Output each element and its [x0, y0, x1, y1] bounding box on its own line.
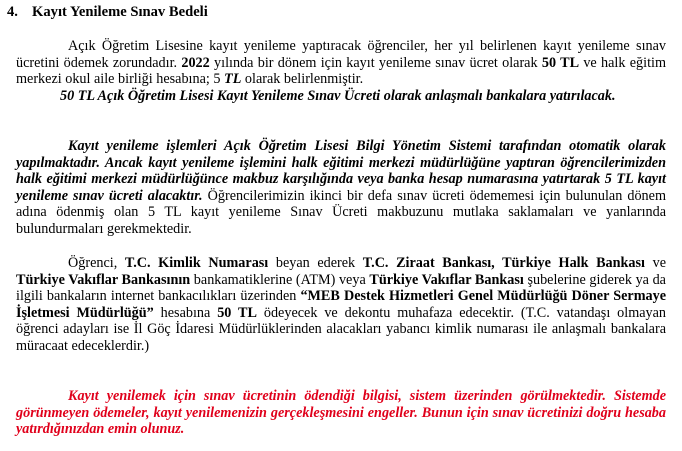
paragraph-renewal-process [16, 138, 666, 238]
text: bankamatiklerine (ATM) veya [190, 271, 370, 288]
emphasis-note: 50 TL Açık Öğretim Lisesi Kayıt Yenileme Sınav Ücreti olarak anlaşmalı bankalara yatırılacak. [60, 87, 616, 104]
bold-text: T.C. Kimlik Numarası [124, 255, 269, 271]
section-heading [7, 4, 208, 21]
emphasis-note: Kayıt yenileme işlemleri Açık Öğretim Lisesi Bilgi Yönetim Sistemi tarafından otomatik olarak yapılmaktadır. Ancak kayıt yenileme işlemini halk eğitimi merkezi müdürlüğüne yaptıran öğrencilerimizden halk eğitimi merkezi müdürlüğünce makbuz karşılığında veya banka hesap numarasına yatırtarak 5 TL kayıt yenileme sınav ücreti alacaktır. [16, 138, 666, 204]
year: 2022 [181, 54, 210, 71]
text: olarak belirlenmiştir. [241, 71, 364, 88]
text: ve [645, 255, 666, 271]
bank-name: Türkiye Vakıflar Bankasının [16, 271, 191, 288]
fee-amount: 50 TL [541, 54, 580, 71]
section-number: 4. [7, 4, 18, 20]
fee-amount: 50 TL [217, 304, 257, 321]
text: Öğrenci, [68, 255, 125, 271]
paragraph-payment-method [16, 255, 666, 355]
text: şubelerine giderek ya da ilgili bankaların internet bankacılıkları üzerinden [16, 271, 666, 305]
bank-names: T.C. Ziraat Bankası, Türkiye Halk Bankası [362, 255, 645, 271]
warning-paragraph: Kayıt yenilemek için sınav ücretinin ödendiği bilgisi, sistem üzerinden görülmektedir. Sistemde görünmeyen ödemeler, kayıt yenilemenizin gerçekleşmesini engeller. Bunun için sınav ücretinizi doğru hesaba yatırdığınızdan emin olunuz. [16, 388, 666, 438]
text: hesabına [153, 304, 218, 321]
bank-name: Türkiye Vakıflar Bankası [369, 271, 524, 288]
text: beyan ederek [268, 255, 363, 271]
account-name: “MEB Destek Hizmetleri Genel Müdürlüğü Döner Sermaye İşletmesi Müdürlüğü” [16, 288, 666, 321]
text: Öğrencilerimizin ikinci bir defa sınav ücreti ödememesi için bulunulan dönem adına ödenmiş olan 5 TL kayıt yenileme Sınav Ücreti makbuzunu mutlaka saklamaları ve yanlarında bulundurmaları gerekmektedir. [16, 187, 666, 237]
text: ve halk eğitim merkezi okul aile birliği hesabına; 5 [16, 54, 666, 88]
section-title: Kayıt Yenileme Sınav Bedeli [32, 4, 208, 20]
paragraph-fee-info [16, 38, 666, 104]
currency: TL [224, 71, 242, 88]
text: ödeyecek ve dekontu muhafaza edecektir. (T.C. vatandaşı olmayan öğrenci adayları ise İl Göç İdaresi Müdürlüklerinden alacakları yabancı kimlik numarası ile anlaşmalı bankalara müracaat edeceklerdir.) [16, 304, 667, 354]
text: Açık Öğretim Lisesine kayıt yenileme yaptıracak öğrenciler, her yıl belirlenen kayıt yenileme sınav ücretini ödemek zorundadır. [16, 38, 666, 71]
text: yılında bir dönem için kayıt yenileme sınav ücret olarak [209, 54, 542, 71]
